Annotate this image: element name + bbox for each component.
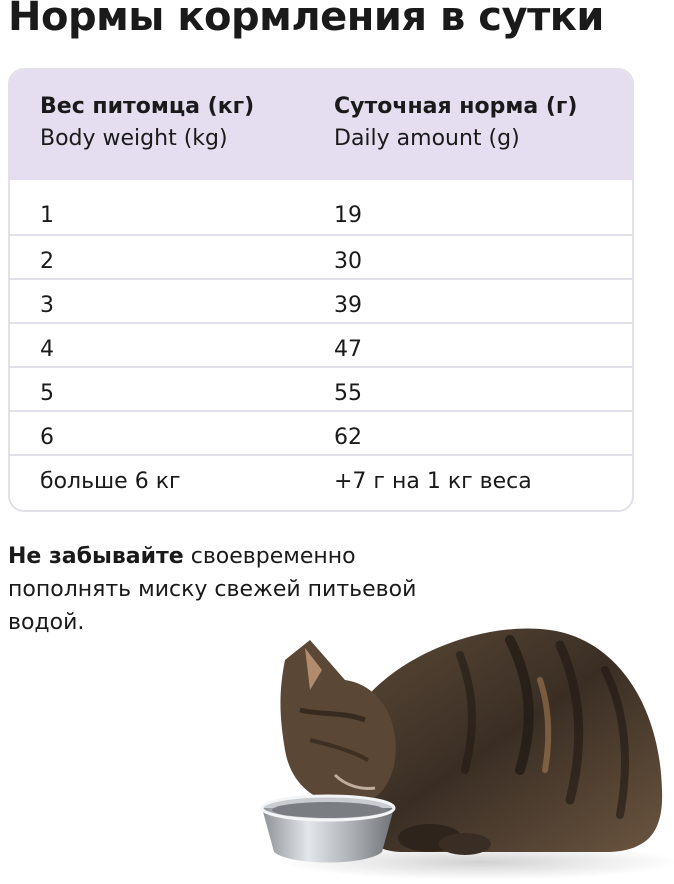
amount-cell: 55 xyxy=(334,381,362,406)
table-row xyxy=(10,190,632,234)
table-row xyxy=(10,322,632,366)
header-weight-ru: Вес питомца (кг) xyxy=(40,94,255,119)
weight-cell: 2 xyxy=(40,249,54,274)
weight-cell: 6 xyxy=(40,425,54,450)
header-amount-en: Daily amount (g) xyxy=(334,126,520,151)
table-row xyxy=(10,234,632,278)
page-title: Нормы кормления в сутки xyxy=(8,0,604,40)
water-reminder-bold: Не забывайте xyxy=(8,544,184,569)
weight-cell: 1 xyxy=(40,203,54,228)
table-row xyxy=(10,410,632,454)
amount-cell: +7 г на 1 кг веса xyxy=(334,469,532,494)
amount-cell: 39 xyxy=(334,293,362,318)
amount-cell: 47 xyxy=(334,337,362,362)
header-weight-en: Body weight (kg) xyxy=(40,126,228,151)
weight-cell: 4 xyxy=(40,337,54,362)
weight-cell: 3 xyxy=(40,293,54,318)
weight-cell: 5 xyxy=(40,381,54,406)
amount-cell: 30 xyxy=(334,249,362,274)
feeding-table xyxy=(8,68,634,512)
table-row xyxy=(10,278,632,322)
weight-cell: больше 6 кг xyxy=(40,469,181,494)
table-row xyxy=(10,366,632,410)
table-header xyxy=(10,70,632,180)
cat-drinking-image xyxy=(250,600,674,884)
water-reminder-text: своевременно пополнять миску свежей питьевой водой. xyxy=(8,544,417,635)
header-amount-ru: Суточная норма (г) xyxy=(334,94,578,119)
table-row xyxy=(10,454,632,498)
amount-cell: 19 xyxy=(334,203,362,228)
amount-cell: 62 xyxy=(334,425,362,450)
